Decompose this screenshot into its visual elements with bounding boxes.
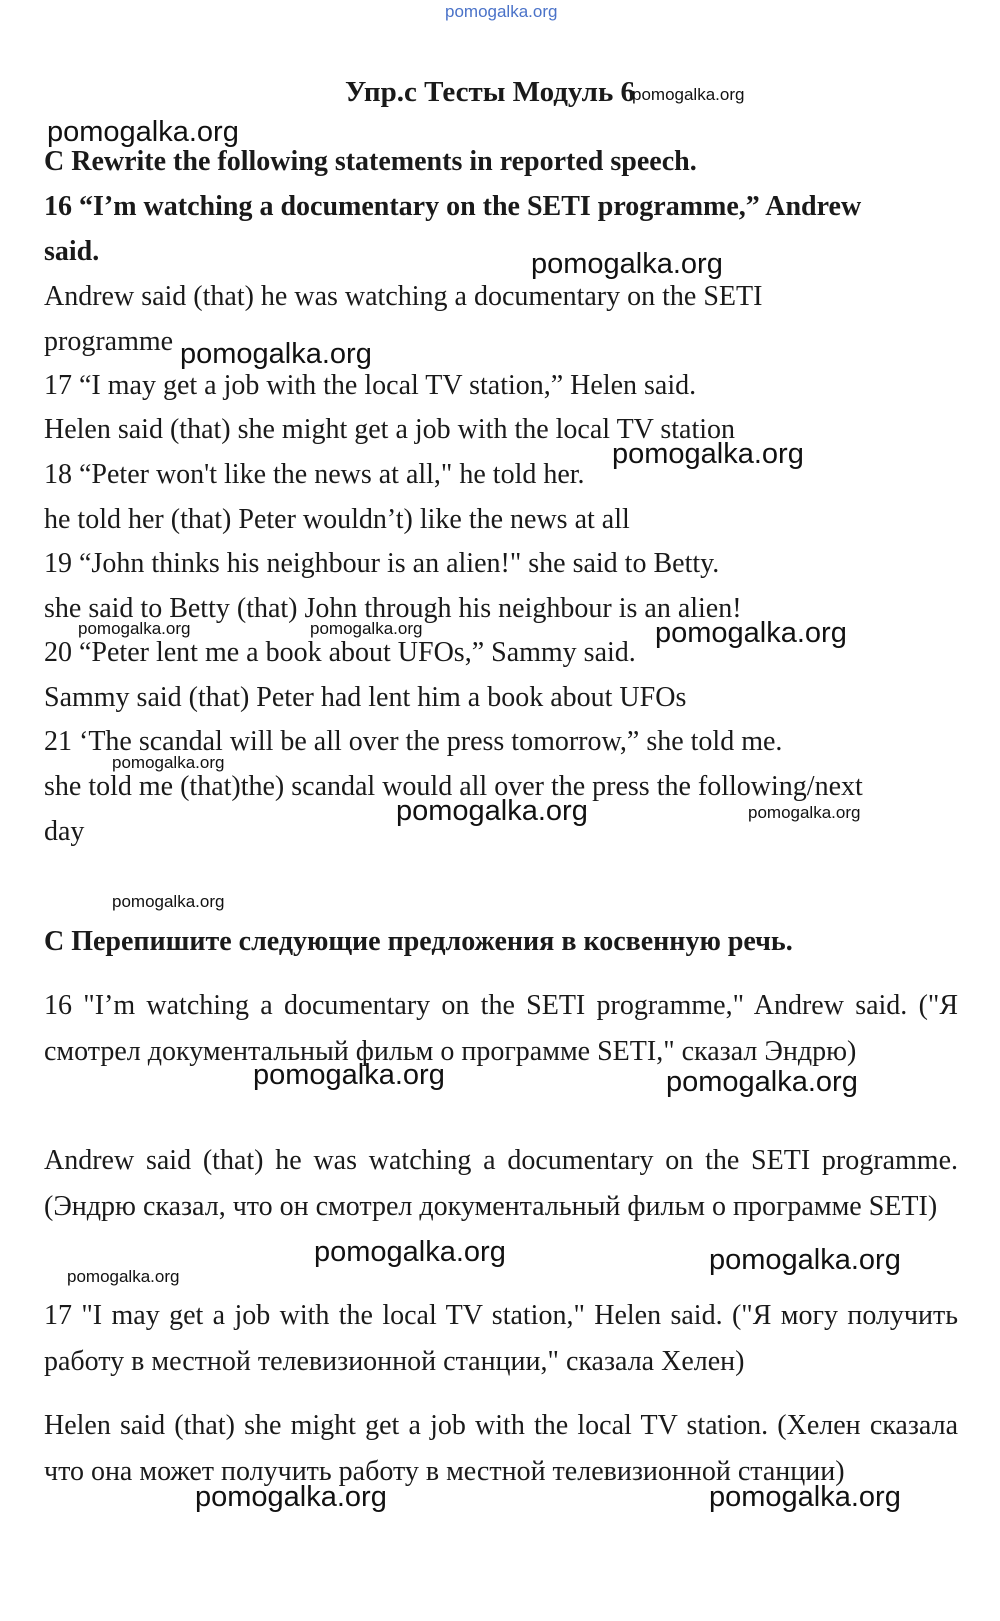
- watermark: pomogalka.org: [195, 1481, 387, 1513]
- watermark: pomogalka.org: [67, 1267, 180, 1286]
- watermark: pomogalka.org: [112, 892, 225, 911]
- watermark: pomogalka.org: [748, 803, 861, 822]
- watermark: pomogalka.org: [47, 116, 239, 148]
- watermark: pomogalka.org: [655, 617, 847, 649]
- question-18: 18 “Peter won't like the news at all," he told her.: [44, 459, 585, 490]
- paragraph-16-answer: Andrew said (that) he was watching a documentary on the SETI programme. (Эндрю сказал, что он смотрел документальный фильм о программе SETI): [44, 1145, 958, 1222]
- watermark: pomogalka.org: [310, 619, 423, 638]
- watermark: pomogalka.org: [612, 438, 804, 470]
- section-ru-heading: C Перепишите следующие предложения в косвенную речь.: [44, 926, 793, 957]
- answer-21-line1: she told me (that)the) scandal would all over the press the following/next: [44, 771, 863, 802]
- watermark: pomogalka.org: [666, 1066, 858, 1098]
- watermark: pomogalka.org: [531, 248, 723, 280]
- watermark: pomogalka.org: [632, 85, 745, 104]
- watermark: pomogalka.org: [112, 753, 225, 772]
- question-16-line1: 16 “I’m watching a documentary on the SETI programme,” Andrew: [44, 191, 862, 222]
- question-17: 17 “I may get a job with the local TV station,” Helen said.: [44, 370, 697, 401]
- paragraph-17-answer: Helen said (that) she might get a job with the local TV station. (Хелен сказала что она может получить работу в местной телевизионной станции): [44, 1410, 958, 1487]
- section-en-heading: C Rewrite the following statements in reported speech.: [44, 146, 697, 177]
- question-20: 20 “Peter lent me a book about UFOs,” Sammy said.: [44, 637, 636, 668]
- answer-16-line2: programme: [44, 326, 174, 357]
- question-21: 21 ‘The scandal will be all over the press tomorrow,” she told me.: [44, 726, 783, 757]
- page-title: Упр.с Тесты Модуль 6: [345, 76, 636, 108]
- watermark: pomogalka.org: [709, 1244, 901, 1276]
- answer-16-line1: Andrew said (that) he was watching a documentary on the SETI: [44, 281, 763, 312]
- answer-18: he told her (that) Peter wouldn’t) like the news at all: [44, 504, 630, 535]
- paragraph-16-question: 16 "I’m watching a documentary on the SETI programme," Andrew said. ("Я смотрел документальный фильм о программе SETI," сказал Эндрю): [44, 990, 958, 1067]
- answer-17: Helen said (that) she might get a job with the local TV station: [44, 414, 736, 445]
- watermark: pomogalka.org: [180, 338, 372, 370]
- answer-19: she said to Betty (that) John through his neighbour is an alien!: [44, 593, 742, 624]
- answer-21-line2: day: [44, 816, 85, 847]
- watermark: pomogalka.org: [253, 1059, 445, 1091]
- watermark: pomogalka.org: [396, 795, 588, 827]
- watermark: pomogalka.org: [78, 619, 191, 638]
- watermark: pomogalka.org: [709, 1481, 901, 1513]
- watermark: pomogalka.org: [314, 1236, 506, 1268]
- question-16-line2: said.: [44, 236, 100, 267]
- question-19: 19 “John thinks his neighbour is an alien!" she said to Betty.: [44, 548, 720, 579]
- paragraph-17-question: 17 "I may get a job with the local TV station," Helen said. ("Я могу получить работу в местной телевизионной станции," сказала Хелен): [44, 1300, 958, 1377]
- answer-20: Sammy said (that) Peter had lent him a book about UFOs: [44, 682, 687, 713]
- top-watermark: pomogalka.org: [445, 2, 558, 21]
